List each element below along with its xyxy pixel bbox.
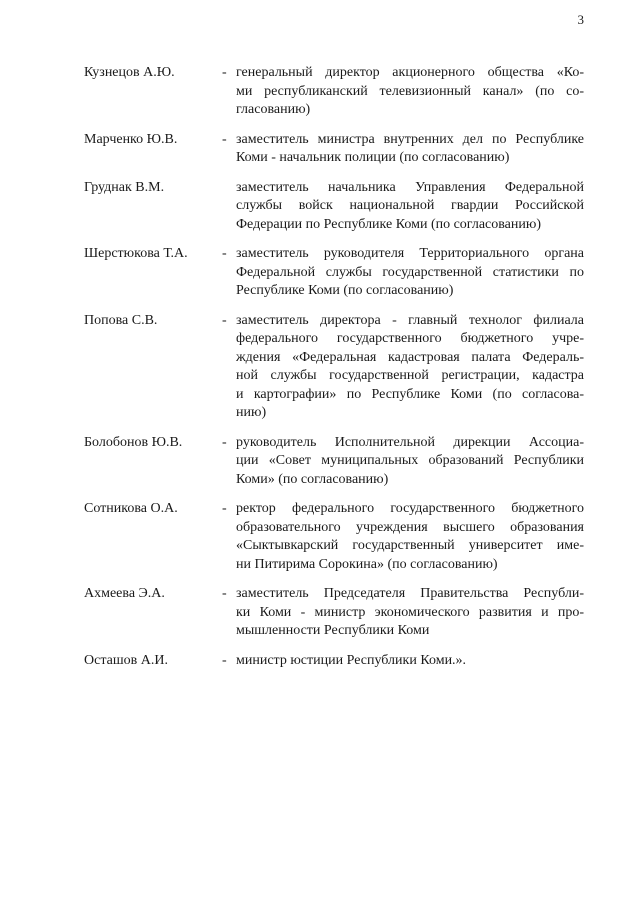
entry-dash: - (222, 434, 227, 450)
position-line: Федеральной службы государственной статистики по (236, 264, 584, 280)
position-line: «Сыктывкарский государственный университет име- (236, 538, 584, 553)
position-line: генеральный директор акционерного общества «Ко- (236, 65, 584, 80)
position-line: Федерации по Республике Коми (по согласованию) (236, 216, 541, 232)
position-line: ни Питирима Сорокина» (по согласованию) (236, 556, 498, 572)
position-line: гласованию) (236, 102, 311, 117)
position-line: федерального государственного бюджетного учре- (236, 331, 584, 346)
member-entry (84, 64, 584, 120)
member-position (236, 434, 584, 490)
position-line: и картографии» по Республике Коми (по согласова- (236, 386, 584, 402)
entry-dash: - (222, 131, 227, 147)
member-entry (84, 179, 584, 235)
entry-dash: - (222, 501, 227, 516)
member-name: Сотникова О.А. (84, 501, 178, 516)
member-name: Ахмеева Э.А. (84, 586, 165, 601)
page-number: 3 (577, 12, 584, 27)
member-list (84, 64, 584, 670)
member-name: Болобонов Ю.В. (84, 434, 183, 450)
position-line: заместитель начальника Управления Федеральной (236, 179, 584, 195)
entry-dash: - (222, 65, 227, 80)
member-position (236, 585, 584, 641)
member-position (236, 245, 584, 301)
position-line: образовательного учреждения высшего образования (236, 519, 584, 535)
member-entry (84, 312, 584, 423)
member-position (236, 652, 584, 671)
position-line: ки Коми - министр экономического развития и про- (236, 604, 584, 620)
entry-dash: - (222, 586, 227, 601)
member-name: Шерстюкова Т.А. (84, 246, 188, 261)
position-line: ректор федерального государственного бюджетного (236, 501, 584, 516)
entry-dash: - (222, 246, 227, 261)
member-position (236, 500, 584, 574)
position-line: ми республиканский телевизионный канал» (по со- (236, 83, 584, 99)
position-line: заместитель руководителя Территориального органа (236, 246, 584, 261)
member-position (236, 312, 584, 423)
position-line: заместитель директора - главный технолог филиала (236, 312, 584, 328)
position-line: нию) (236, 405, 267, 420)
member-name: Груднак В.М. (84, 179, 165, 195)
position-line: службы войск национальной гвардии Российской (236, 198, 584, 213)
position-line: мышленности Республики Коми (236, 623, 430, 638)
position-line: министр юстиции Республики Коми.». (236, 652, 467, 668)
position-line: ной службы государственной регистрации, кадастра (236, 368, 584, 383)
member-name: Попова С.В. (84, 312, 158, 328)
member-entry (84, 585, 584, 641)
member-position (236, 131, 584, 168)
position-line: ции «Совет муниципальных образований Республики (236, 453, 584, 468)
member-name: Марченко Ю.В. (84, 131, 178, 147)
position-line: руководитель Исполнительной дирекции Ассоциа- (236, 434, 584, 450)
member-entry (84, 245, 584, 301)
member-entry (84, 131, 584, 168)
member-name: Кузнецов А.Ю. (84, 65, 175, 80)
member-name: Осташов А.И. (84, 652, 168, 668)
position-line: Коми - начальник полиции (по согласованию) (236, 150, 510, 165)
position-line: заместитель министра внутренних дел по Республике (236, 131, 584, 147)
position-line: заместитель Председателя Правительства Республи- (236, 586, 584, 601)
member-entry (84, 434, 584, 490)
position-line: Республике Коми (по согласованию) (236, 283, 454, 298)
member-position (236, 179, 584, 235)
entry-dash: - (222, 652, 227, 668)
position-line: ждения «Федеральная кадастровая палата Федераль- (236, 349, 584, 365)
position-line: Коми» (по согласованию) (236, 471, 389, 487)
entry-dash: - (222, 312, 227, 328)
member-entry (84, 652, 584, 671)
member-position (236, 64, 584, 120)
member-entry (84, 500, 584, 574)
